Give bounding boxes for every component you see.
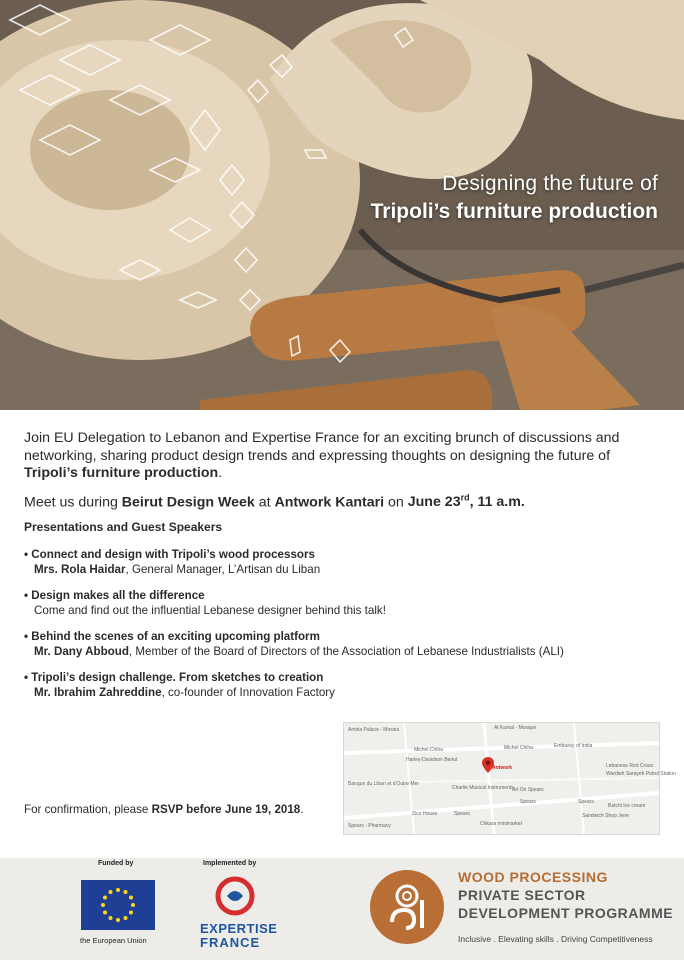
rsvp-p1: For confirmation, please [24, 803, 152, 816]
wp-title-line2: PRIVATE SECTOR [458, 887, 586, 903]
map-label: Charlie Musical Instruments [452, 785, 514, 791]
meet-date-text: June 23 [407, 494, 461, 511]
presentation-item [24, 589, 664, 618]
wp-title-line1: WOOD PROCESSING [458, 869, 608, 885]
presentation-speaker [24, 645, 664, 660]
meet-time: , 11 a.m. [469, 494, 525, 511]
meet-p1: Meet us during [24, 494, 122, 511]
presentation-head: • Behind the scenes of an exciting upcoming platform [24, 630, 320, 644]
meet-p3: on [384, 494, 408, 511]
map-label: Chkara minimarket [480, 821, 522, 827]
expertise-france-line2: FRANCE [200, 935, 261, 950]
presentation-speaker [24, 604, 664, 619]
hero-photo [0, 0, 684, 410]
map-label: Batchi Ice cream [608, 803, 646, 809]
intro-bold: Tripoli’s furniture production [24, 465, 219, 481]
wood-processing-logo [370, 870, 444, 944]
presentation-head: • Design makes all the difference [24, 589, 205, 603]
meet-venue: Antwork Kantari [274, 494, 385, 511]
meet-date-sup: rd [460, 492, 470, 503]
expertise-france-line1: EXPERTISE [200, 921, 278, 936]
presentation-speaker [24, 686, 664, 701]
speaker-name: Mr. Dany Abboud [34, 644, 129, 658]
wood-processing-icon [370, 870, 444, 944]
presentation-speaker [24, 563, 664, 578]
speaker-desc: , Member of the Board of Directors of the Association of Lebanese Industrialists (ALI) [128, 644, 564, 658]
map-label: Banque du Liban et d'Outre Mer [348, 781, 420, 787]
eu-name: the European Union [80, 936, 147, 945]
meet-line [24, 493, 664, 511]
invitation-body [24, 430, 664, 712]
map-label-antwork: Antwork [492, 765, 512, 771]
presentation-head: • Tripoli’s design challenge. From sketches to creation [24, 671, 324, 685]
speaker-desc: Come and find out the influential Lebanese designer behind this talk! [34, 603, 386, 617]
presentation-item [24, 671, 664, 700]
intro-end: . [218, 465, 223, 481]
speaker-desc: , General Manager, L’Artisan du Liban [125, 562, 321, 576]
funded-by-label: Funded by [98, 860, 134, 867]
map-label: Michel Chiha [504, 745, 533, 751]
meet-p2: at [254, 494, 275, 511]
map-label: Spears [454, 811, 470, 817]
map-pin-icon[interactable] [482, 757, 494, 773]
presentations-title: Presentations and Guest Speakers [24, 520, 223, 535]
intro-paragraph [24, 430, 664, 483]
footer-logos [0, 858, 684, 960]
map-label: Art On Spears [512, 787, 544, 793]
speaker-desc: , co-founder of Innovation Factory [161, 685, 335, 699]
meet-event: Beirut Design Week [121, 494, 255, 511]
presentation-item [24, 630, 664, 659]
hero-title-line1: Designing the future of [442, 172, 658, 195]
implemented-by-label: Implemented by [203, 860, 257, 867]
map-label: Lebanese Red Cross [606, 763, 653, 769]
wp-title-line3: DEVELOPMENT PROGRAMME [458, 905, 674, 921]
speaker-name: Mrs. Rola Haidar [34, 562, 126, 576]
map-label: Wardieh Sarayeh Petrol Station [606, 771, 676, 777]
hero-title-line2: Tripoli’s furniture production [370, 200, 658, 223]
map-label: Sandwich Shop Jene [582, 813, 629, 819]
map-label: Harley-Davidson Beirut [406, 757, 458, 763]
map-label: Al Kamal - Mosque [494, 725, 537, 731]
map-label: Spears [578, 799, 594, 805]
map-label: Spears - Pharmacy [348, 823, 391, 829]
expertise-france-logo-icon [215, 876, 255, 916]
map-label: Embassy of India [554, 743, 593, 749]
map-label: Zico House [412, 811, 438, 817]
location-map[interactable] [343, 722, 676, 835]
rsvp-line [24, 803, 303, 816]
intro-text: Join EU Delegation to Lebanon and Expertise France for an exciting brunch of discussions and networking, sharing product design trends and expressing thoughts on designing the future of [24, 430, 620, 464]
rsvp-end: . [300, 803, 304, 816]
eu-stars-icon [81, 880, 155, 930]
map-label: Spears [520, 799, 536, 805]
map-label: Amiria Palace - Mossia [348, 727, 400, 733]
speaker-name: Mr. Ibrahim Zahreddine [34, 685, 162, 699]
hero-title [371, 172, 658, 224]
map-label: Michel Chiha [414, 747, 443, 753]
presentation-head: • Connect and design with Tripoli’s wood processors [24, 548, 315, 562]
meet-date [408, 494, 525, 510]
eu-flag-logo [81, 880, 155, 930]
presentation-item [24, 548, 664, 577]
wp-tagline: Inclusive . Elevating skills . Driving Competitiveness [458, 934, 653, 944]
rsvp-bold: RSVP before June 19, 2018 [151, 803, 301, 816]
